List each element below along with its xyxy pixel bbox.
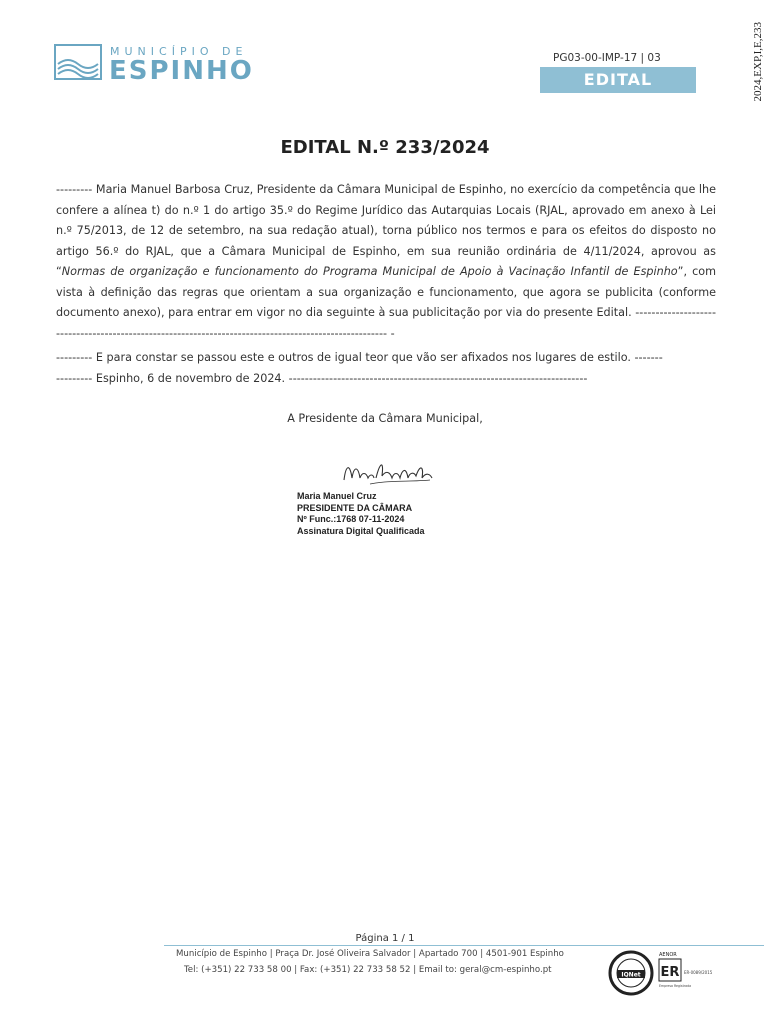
er-subtitle: Empresa Registrada (659, 984, 692, 988)
document-body (56, 180, 716, 389)
footer-address: Município de Espinho | Praça Dr. José Oliveira Salvador | Apartado 700 | 4501-901 Espinho (176, 949, 564, 959)
signature-block (297, 491, 425, 537)
paragraph-posting: --------- E para constar se passou este e outros de igual teor que vão ser afixados nos lugares de estilo. ------- (56, 351, 663, 364)
logo-top-text: MUNICÍPIO DE (110, 45, 248, 58)
logo-waves-icon (54, 44, 102, 80)
page-number: Página 1 / 1 (355, 933, 415, 944)
signatory-func: Nº Func.:1768 07-11-2024 (297, 514, 405, 524)
er-label: ER (660, 965, 680, 980)
iqnet-label: IQNet (621, 971, 641, 979)
signatory-role: PRESIDENTE DA CÂMARA (297, 502, 413, 513)
paragraph-main-text-b: ”, com vista à definição das regras que orientam a sua organização e funcionamento, que agora se publicita (conforme documento anexo), para entrar em vigor no dia seguinte à sua publicitação por via do presente Edital. ------------------------------------------------------------------------------------------------------ - (56, 265, 716, 340)
signature-qualified: Assinatura Digital Qualificada (297, 525, 425, 536)
footer-divider (164, 945, 764, 946)
document-reference: PG03-00-IMP-17 | 03 (553, 52, 661, 64)
handwritten-signature (340, 458, 435, 490)
document-title: EDITAL N.º 233/2024 (280, 137, 490, 158)
signatory-name: Maria Manuel Cruz (297, 491, 377, 501)
paragraph-main (56, 180, 716, 344)
closing-line: A Presidente da Câmara Municipal, (287, 412, 483, 425)
side-reference: 2024,EXP,I,E,233 (752, 22, 764, 102)
er-code: ER-0089/2015 (684, 970, 713, 975)
paragraph-date: --------- Espinho, 6 de novembro de 2024. -------------------------------------------------------------------------- (56, 371, 588, 385)
aenor-label: AENOR (659, 952, 677, 958)
paragraph-main-text-a: --------- Maria Manuel Barbosa Cruz, Presidente da Câmara Municipal de Espinho, no exercício da competência que lhe confere a alínea t) do n.º 1 do artigo 35.º do Regime Jurídico das Autarquias Locais (RJAL, aprovado em anexo à Lei n.º 75/2013, de 12 de setembro, na sua redação atual), torna público nos termos e para os efeitos do disposto no artigo 56.º do RJAL, que a Câmara Municipal de Espinho, em sua reunião ordinária de 4/11/2024, aprovou as “ (56, 183, 716, 278)
edital-badge: EDITAL (540, 67, 696, 93)
iqnet-certification-seal-icon (608, 950, 654, 996)
footer-contacts: Tel: (+351) 22 733 58 00 | Fax: (+351) 22 733 58 52 | Email to: geral@cm-espinho.pt (184, 965, 552, 975)
logo-name: ESPINHO (109, 56, 254, 86)
aenor-er-certification-icon (658, 950, 724, 996)
paragraph-main-norms-title: Normas de organização e funcionamento do Programa Municipal de Apoio à Vacinação Infantil de Espinho (61, 265, 678, 278)
